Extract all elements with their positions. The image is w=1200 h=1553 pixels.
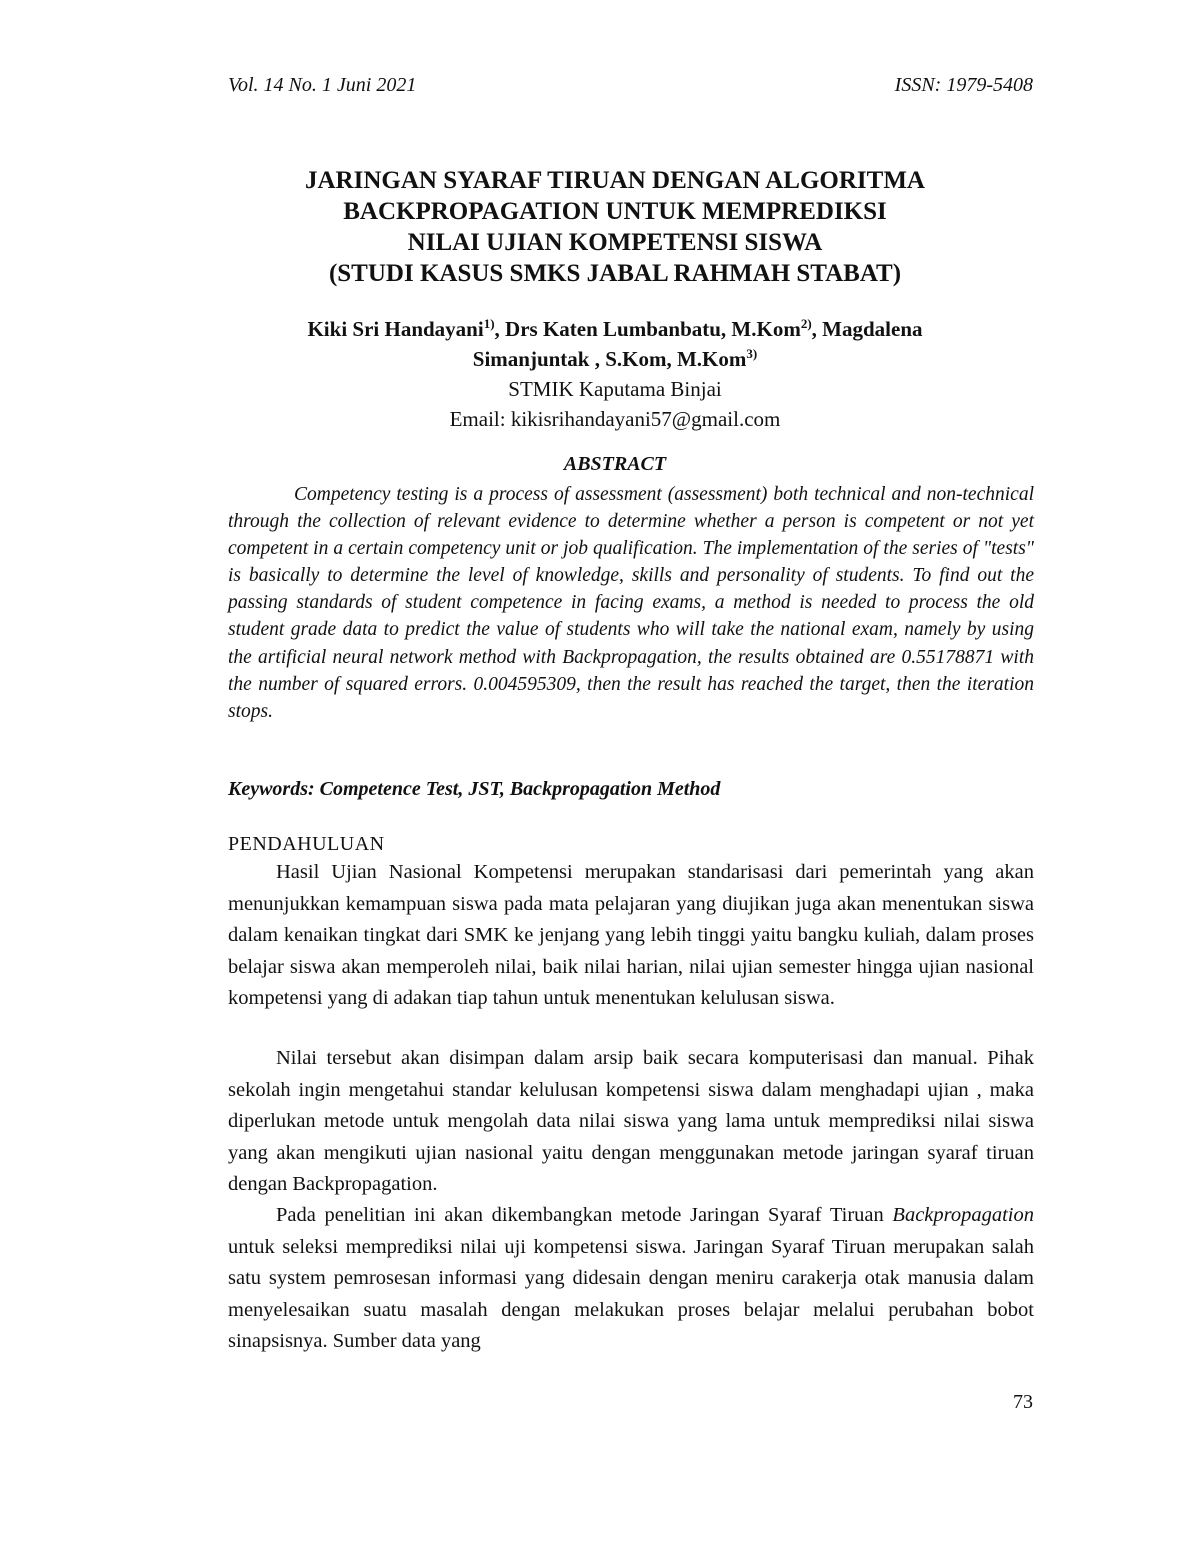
keywords: Keywords: Competence Test, JST, Backpropagation Method <box>228 778 721 800</box>
author-name: , Drs Katen Lumbanbatu, M.Kom <box>494 317 801 341</box>
affiliation: STMIK Kaputama Binjai <box>508 377 722 401</box>
page-number: 73 <box>1013 1391 1033 1413</box>
author-affiliation-mark: 3) <box>746 346 758 361</box>
journal-issn: ISSN: 1979-5408 <box>894 74 1033 96</box>
author-name: Kiki Sri Handayani <box>307 317 484 341</box>
title-line: (STUDI KASUS SMKS JABAL RAHMAH STABAT) <box>328 260 902 287</box>
author-block <box>200 314 1030 434</box>
paragraph-text: untuk seleksi memprediksi nilai uji kompetensi siswa. Jaringan Syaraf Tiruan merupakan salah satu system pemrosesan informasi yang didesain dengan meniru carakerja otak manusia dalam menyelesaikan suatu masalah dengan melakukan proses belajar melalui perubahan bobot sinapsisnya. Sumber data yang <box>228 1235 1034 1353</box>
paper-title <box>200 165 1030 289</box>
paragraph-text: Pada penelitian ini akan dikembangkan metode Jaringan Syaraf Tiruan <box>276 1204 893 1226</box>
author-affiliation-mark: 2) <box>800 316 812 331</box>
author-line-2 <box>200 344 1030 374</box>
body-paragraph: Nilai tersebut akan disimpan dalam arsip baik secara komputerisasi dan manual. Pihak sekolah ingin mengetahui standar kelulusan kompetensi siswa dalam menghadapi ujian , maka diperlukan metode untuk mengolah data nilai siswa yang lama untuk memprediksi nilai siswa yang akan mengikuti ujian nasional yaitu dengan menggunakan metode jaringan syaraf tiruan dengan Backpropagation. <box>228 1047 1034 1196</box>
author-email: Email: kikisrihandayani57@gmail.com <box>449 407 781 431</box>
author-affiliation-mark: 1) <box>483 316 495 331</box>
body-paragraph: Hasil Ujian Nasional Kompetensi merupakan standarisasi dari pemerintah yang akan menunjukkan kemampuan siswa pada mata pelajaran yang diujikan juga akan menentukan siswa dalam kenaikan tingkat dari SMK ke jenjang yang lebih tinggi yaitu bangku kuliah, dalam proses belajar siswa akan memperoleh nilai, baik nilai harian, nilai ujian semester hingga ujian nasional kompetensi yang di adakan tiap tahun untuk menentukan kelulusan siswa. <box>228 861 1034 1010</box>
author-line-1 <box>200 314 1030 344</box>
journal-volume: Vol. 14 No. 1 Juni 2021 <box>228 74 417 96</box>
abstract-heading: ABSTRACT <box>563 453 667 475</box>
abstract-text: Competency testing is a process of assessment (assessment) both technical and non-technical through the collection of relevant evidence to determine whether a person is competent or not yet competent in a certain competency unit or job qualification. The implementation of the series of "tests" is basically to determine the level of knowledge, skills and personality of students. To find out the passing standards of student competence in facing exams, a method is needed to process the old student grade data to predict the value of students who will take the national exam, namely by using the artificial neural network method with Backpropagation, the results obtained are 0.55178871 with the number of squared errors. 0.004595309, then the result has reached the target, then the iteration stops. <box>228 484 1034 722</box>
author-name: , Magdalena <box>811 317 923 341</box>
title-line: JARINGAN SYARAF TIRUAN DENGAN ALGORITMA <box>305 167 925 194</box>
author-name: Simanjuntak , S.Kom, M.Kom <box>472 347 747 371</box>
italic-term: Backpropagation <box>892 1204 1034 1226</box>
title-line: NILAI UJIAN KOMPETENSI SISWA <box>407 229 823 256</box>
section-heading: PENDAHULUAN <box>228 833 385 855</box>
body-paragraph <box>228 1200 1034 1358</box>
title-line: BACKPROPAGATION UNTUK MEMPREDIKSI <box>343 198 887 225</box>
